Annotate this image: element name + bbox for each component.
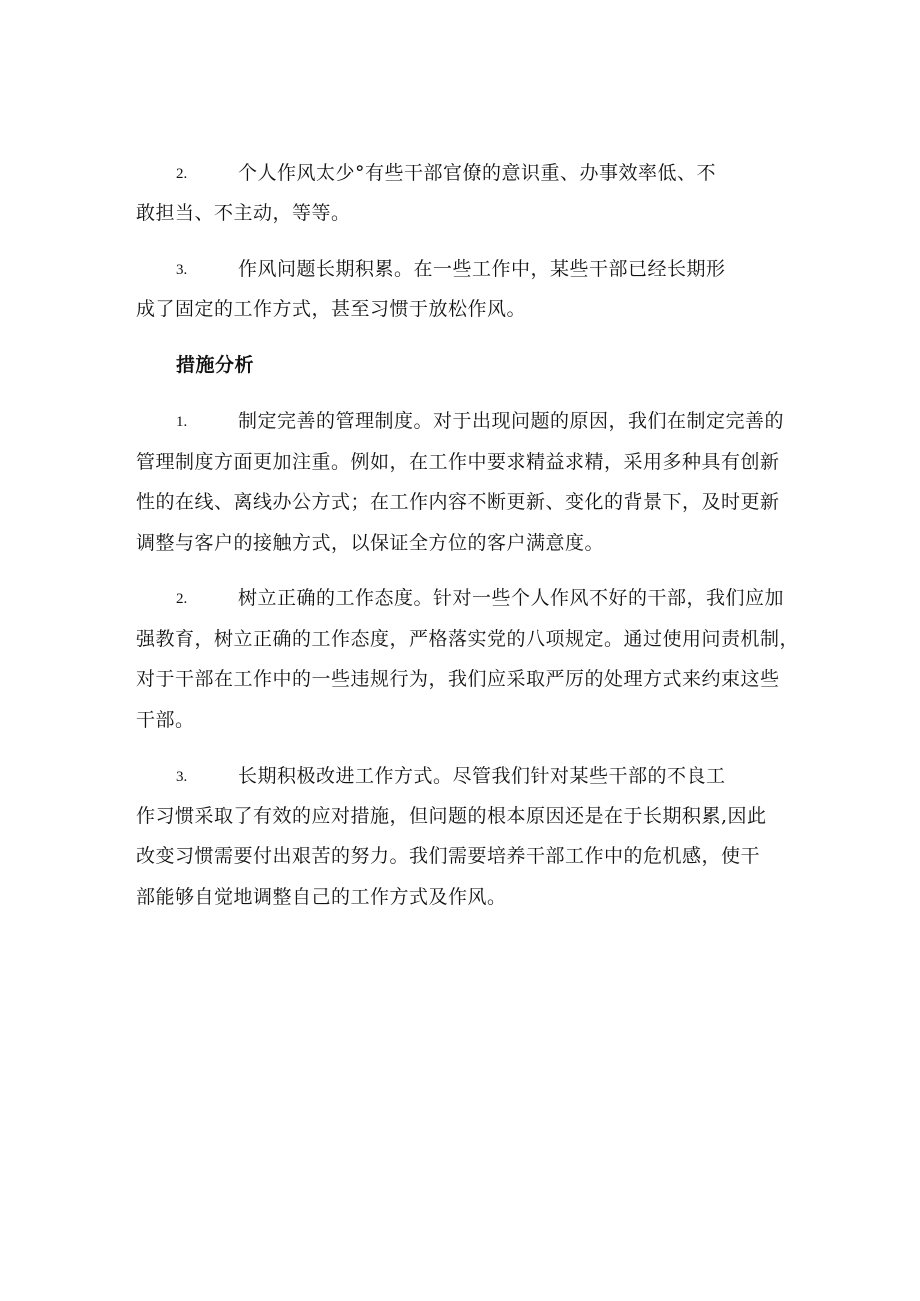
paragraph-line: 调整与客户的接触方式，以保证全方位的客户满意度。: [136, 532, 605, 554]
paragraph-line: 长期积极改进工作方式。尽管我们针对某些干部的不良工: [238, 765, 726, 787]
paragraph-line: 作风问题长期积累。在一些工作中，某些干部已经长期形: [238, 258, 726, 280]
paragraph-line: 制定完善的管理制度。对于出现问题的原因，我们在制定完善的: [238, 410, 785, 432]
paragraph-line: 管理制度方面更加注重。例如，在工作中要求精益求精，采用多种具有创新: [136, 451, 780, 473]
item-number: 2.: [176, 166, 188, 182]
item-number: 1.: [176, 414, 188, 430]
paragraph-line: 强教育，树立正确的工作态度，严格落实党的八项规定。通过使用问责机制，: [136, 628, 800, 650]
paragraph-line: 成了固定的工作方式，甚至习惯于放松作风。: [136, 298, 527, 320]
paragraph-line: 改变习惯需要付出艰苦的努力。我们需要培养干部工作中的危机感，使干: [136, 845, 761, 867]
paragraph-line: 个人作风太少°有些干部官僚的意识重、办事效率低、不: [238, 162, 717, 184]
section-heading: 措施分析: [176, 354, 255, 376]
paragraph-line: 干部。: [136, 709, 195, 731]
paragraph-line: 敢担当、不主动，等等。: [136, 202, 351, 224]
paragraph-line: 作习惯采取了有效的应对措施，但问题的根本原因还是在于长期积累,因此: [136, 805, 767, 827]
item-number: 3.: [176, 262, 188, 278]
item-number: 3.: [176, 769, 188, 785]
item-number: 2.: [176, 591, 188, 607]
paragraph-line: 部能够自觉地调整自己的工作方式及作风。: [136, 886, 507, 908]
paragraph-line: 对于干部在工作中的一些违规行为，我们应采取严厉的处理方式来约束这些: [136, 668, 780, 690]
paragraph-line: 树立正确的工作态度。针对一些个人作风不好的干部，我们应加: [238, 587, 785, 609]
paragraph-line: 性的在线、离线办公方式；在工作内容不断更新、变化的背景下，及时更新: [136, 491, 780, 513]
